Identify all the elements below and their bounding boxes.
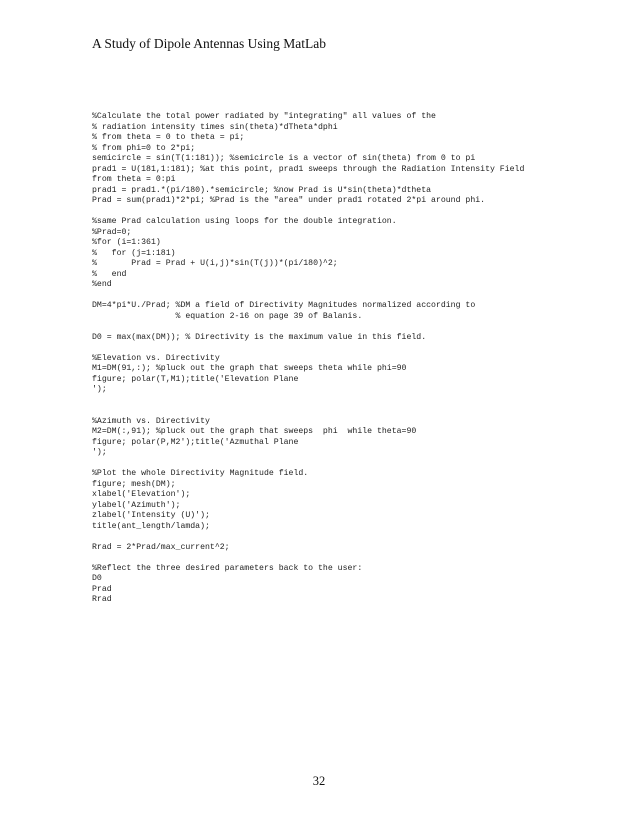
code-line: figure; polar(T,M1);title('Elevation Plane xyxy=(92,374,299,384)
code-line: %Reflect the three desired parameters back to the user: xyxy=(92,563,363,573)
code-line: M2=DM(:,91); %pluck out the graph that sweeps phi while theta=90 xyxy=(92,427,417,436)
code-line: % for (j=1:181) xyxy=(92,248,176,258)
code-line: from theta = 0:pi xyxy=(92,175,176,184)
code-line: %Prad=0; xyxy=(92,227,132,237)
code-line: figure; mesh(DM); xyxy=(92,479,176,489)
code-line: zlabel('Intensity (U)'); xyxy=(92,511,210,520)
code-line xyxy=(92,207,612,218)
code-line: prad1 = prad1.*(pi/180).*semicircle; %now Prad is U*sin(theta)*dtheta xyxy=(92,185,432,195)
code-line: prad1 = U(181,1:181); %at this point, prad1 sweeps through the Radiation Intensity Field xyxy=(92,164,525,174)
code-line: figure; polar(P,M2');title('Azmuthal Plane xyxy=(92,437,299,447)
page-number: 32 xyxy=(312,774,326,788)
code-line: Prad = sum(prad1)*2*pi; %Prad is the "area" under prad1 rotated 2*pi around phi. xyxy=(92,196,486,205)
code-line xyxy=(92,459,612,470)
code-line: %Elevation vs. Directivity xyxy=(92,353,220,363)
code-line: ylabel('Azimuth'); xyxy=(92,500,181,510)
code-line: DM=4*pi*U./Prad; %DM a field of Directivity Magnitudes normalized according to xyxy=(92,301,476,310)
code-line: '); xyxy=(92,385,107,394)
code-line: title(ant_length/lamda); xyxy=(92,521,210,531)
code-line: % from phi=0 to 2*pi; xyxy=(92,143,196,153)
code-line: %Plot the whole Directivity Magnitude field. xyxy=(92,469,309,478)
matlab-code-listing xyxy=(92,112,612,606)
code-line: %for (i=1:361) xyxy=(92,238,161,247)
code-line: semicircle = sin(T(1:181)); %semicircle is a vector of sin(theta) from 0 to pi xyxy=(92,154,476,163)
code-line xyxy=(92,553,612,564)
code-line: Prad xyxy=(92,584,112,594)
code-line: %Calculate the total power radiated by "integrating" all values of the xyxy=(92,112,436,121)
code-line: %end xyxy=(92,280,112,289)
code-line: Rrad = 2*Prad/max_current^2; xyxy=(92,542,230,552)
code-line: % equation 2-16 on page 39 of Balanis. xyxy=(92,311,363,321)
code-line: % end xyxy=(92,269,127,279)
code-line xyxy=(92,291,612,302)
code-line: D0 xyxy=(92,574,102,583)
code-line: %Azimuth vs. Directivity xyxy=(92,416,210,426)
code-line: xlabel('Elevation'); xyxy=(92,490,191,499)
code-line: Rrad xyxy=(92,595,112,604)
code-line xyxy=(92,322,612,333)
code-line xyxy=(92,396,612,407)
code-line xyxy=(92,532,612,543)
code-line: D0 = max(max(DM)); % Directivity is the maximum value in this field. xyxy=(92,332,427,342)
code-line xyxy=(92,406,612,417)
code-line: % from theta = 0 to theta = pi; xyxy=(92,133,245,142)
code-line: M1=DM(91,:); %pluck out the graph that sweeps theta while phi=90 xyxy=(92,364,407,373)
code-line: % radiation intensity times sin(theta)*dTheta*dphi xyxy=(92,122,338,132)
code-line xyxy=(92,343,612,354)
code-line: % Prad = Prad + U(i,j)*sin(T(j))*(pi/180)^2; xyxy=(92,259,338,268)
code-line: %same Prad calculation using loops for the double integration. xyxy=(92,217,397,226)
code-line: '); xyxy=(92,448,107,457)
running-header-title: A Study of Dipole Antennas Using MatLab xyxy=(92,36,326,51)
